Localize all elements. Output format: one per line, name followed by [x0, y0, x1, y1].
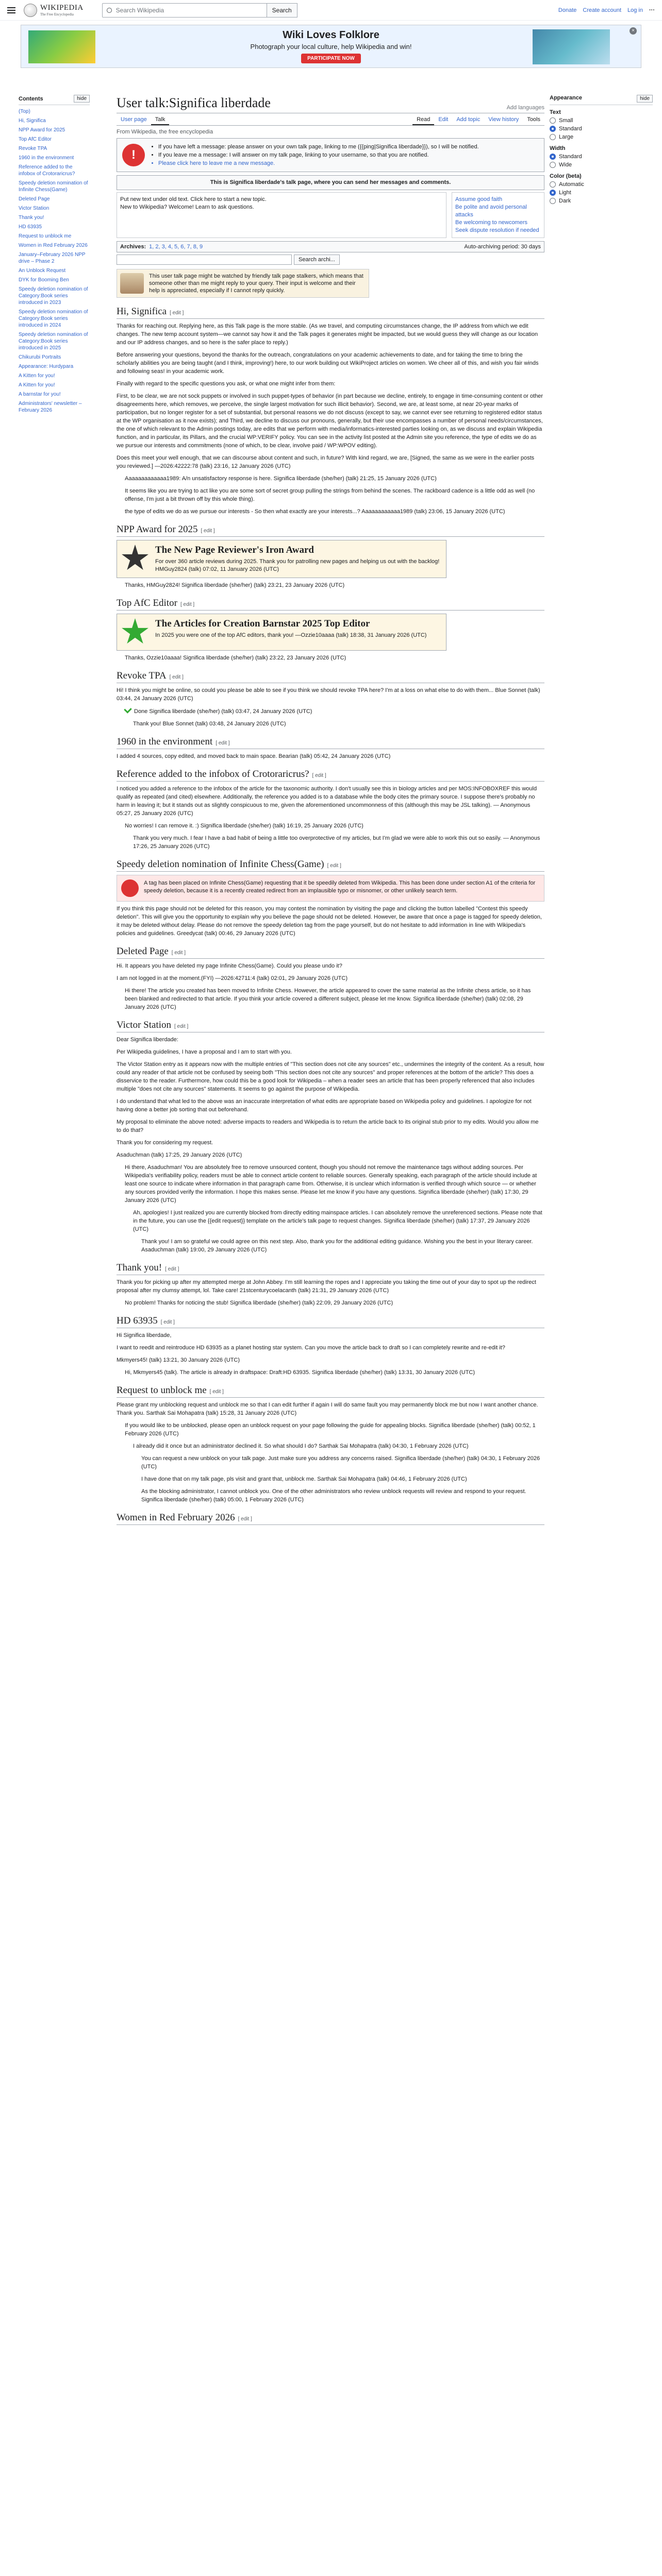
edit-section-link[interactable]: [ edit ] [169, 674, 184, 680]
reply-comment: I already did it once but an administrator declined it. So what should I do? Sarthak Sai Mohapatra (talk) 04:30, 1 February 2026 (UTC) [133, 1443, 469, 1449]
section-heading: Reference added to the infobox of Crotoraricrus? [ edit ] [117, 769, 544, 782]
guidelines-right [452, 192, 544, 238]
guideline-item[interactable]: Assume good faith [455, 196, 503, 202]
toc-item[interactable]: Chikurubi Portraits [19, 354, 61, 360]
archive-links[interactable]: 1, 2, 3, 4, 5, 6, 7, 8, 9 [149, 244, 203, 250]
banner-subtitle: Photograph your local culture, help Wikipedia and win! [250, 43, 412, 50]
page-title-bar [117, 95, 544, 113]
tab-tools[interactable]: Tools [527, 116, 540, 123]
toc-item[interactable]: DYK for Booming Ben [19, 277, 69, 283]
archive-search-input[interactable] [117, 255, 292, 265]
section-heading: Victor Station [ edit ] [117, 1020, 544, 1032]
reply-comment: Ah, apologies! I just realized you are currently blocked from directly editing mainspace articles. I can absolutely remove the unreferenced sections. Please note that in the future, you can use the {{edit request}} template on the article's talk page to request changes. Significa liberdade (she/her) (talk) 17:37, 29 January 2026 (UTC) [133, 1210, 542, 1232]
width-wide-option[interactable]: Wide [550, 162, 653, 168]
comment-text: I want to reedit and reintroduce HD 63935 as a planet hosting star system. Can you move the article back to draft so I can completely rewrite and re-edit it? [117, 1345, 505, 1351]
comment-text: Thanks for reaching out. Replying here, as this Talk page is the more stable. (As we travel, and computing circumstances change, the IP address from which we edit changes. The new temp account system—we cannot say how it and the Talk pages it generates might be impacted, but we would guess they will change as our location and our IP address changes, and so here is the safer place to reply.) [117, 323, 538, 346]
reply-comment: No problem! Thanks for noticing the stub! Significa liberdade (she/her) (talk) 22:09, 29 January 2026 (UTC) [125, 1300, 393, 1306]
comment-text: Hi. It appears you have deleted my page Infinite Chess(Game). Could you please undo it? [117, 963, 342, 969]
award-title: The New Page Reviewer's Iron Award [155, 545, 314, 555]
notice-box [117, 138, 544, 172]
reply-comment: Done Significa liberdade (she/her) (talk) 03:47, 24 January 2026 (UTC) [125, 707, 544, 716]
text-size-label: Text [550, 109, 561, 115]
toc-item[interactable]: An Unblock Request [19, 268, 66, 274]
guidelines [117, 192, 544, 238]
toc-item[interactable]: Request to unblock me [19, 233, 72, 239]
toc-item[interactable]: Speedy deletion nomination of Category:Book series introduced in 2025 [19, 332, 88, 351]
reply-comment: No worries! I can remove it. :) Significa liberdade (she/her) (talk) 16:19, 25 January 2026 (UTC) [125, 823, 363, 829]
toc-item[interactable]: Appearance: Hurdypara [19, 364, 74, 369]
edit-section-link[interactable]: [ edit ] [180, 602, 195, 607]
binoculars-icon [120, 273, 144, 294]
archive-search [117, 255, 544, 265]
guidelines-left [117, 192, 446, 238]
section-heading: NPP Award for 2025 [ edit ] [117, 524, 544, 537]
site-name: WIKIPEDIA [40, 4, 84, 12]
auto-archive-note: Auto-archiving period: 30 days [464, 244, 541, 250]
main-menu-icon[interactable] [7, 5, 19, 16]
reply-comment: Aaaaaaaaaaaaa1989: A/n unsatisfactory response is here. Significa liberdade (she/her) (talk) 21:25, 15 January 2026 (UTC) [125, 476, 437, 482]
edit-section-link[interactable]: [ edit ] [160, 1319, 175, 1325]
welcome-text: This is Significa liberdade's talk page, where you can send her messages and comments. [210, 179, 451, 185]
guideline-item[interactable]: Seek dispute resolution if needed [455, 227, 539, 233]
edit-section-link[interactable]: [ edit ] [209, 1389, 224, 1395]
toc-item[interactable]: Hi, Significa [19, 118, 46, 124]
section-heading: Top AfC Editor [ edit ] [117, 598, 544, 611]
comment-text: First, to be clear, we are not sock puppets or involved in such puppet-types of behavior (in part because we decline, entirely, to engage in time-consuming content or other disagreements here, which removes, we perceive, the single largest motivation for such illicit behavior). Second, we are, at least some, at near 20-year marks of participation, but no longer register for a set of substantial, but personal reasons we do not discuss (except to say, we cannot ever see returning to registered editor status at the WP organisation as it now exists); and Third, we decline to discuss our pronouns, generally, but their use encompasses a number of personal needs/circumstances, the one of which relevant to the Admin postings today, are edits that we perform with media/informatics-interested parties looking on, as we discuss and explain Wikipedia function, and in particular, its Pillars, and the crucial WP:VERIFY policy. You can see in the activity list posted at the Admin site you reference, the type of edits we do as we pursue our interests and commitments (none of which, to be clear, involve paid / WP:WPOV editing). [117, 393, 543, 449]
more-options-icon[interactable]: ··· [649, 7, 655, 13]
search-input[interactable]: Search Wikipedia [102, 3, 267, 18]
watchers-text: This user talk page might be watched by friendly talk page stalkers, which means that someone other than me might reply to your query. Their input is welcome and their help is appreciated, especially if I cannot reply quickly. [149, 273, 363, 294]
toc-item[interactable]: Administrators' newsletter – February 2026 [19, 401, 82, 413]
comment-text: Does this meet your well enough, that we can discourse about content and such, in future? With kind regard, we are, [Signed, the same as we were in the earlier posts you reviewed.] —2026:42222:78 (talk) 23:16, 12 January 2026 (UTC) [117, 455, 535, 469]
reply-comment: As the blocking administrator, I cannot unblock you. One of the other administrators who review unblock requests will review and respond to your request. Significa liberdade (she/her) (talk) 05:00, 1 February 2026 (UTC) [141, 1488, 526, 1503]
search-button[interactable]: Search [267, 3, 297, 18]
color-label: Color (beta) [550, 173, 582, 179]
page-tabs [117, 114, 544, 126]
comment-text: Thank you for considering my request. [117, 1140, 213, 1146]
reply-comment: Thank you very much. I fear I have a bad habit of being a little too overprotective of my articles, but I'm glad we were able to work this out so easily. — Anonymous 17:26, 25 January 2026 (UTC) [133, 835, 540, 850]
width-standard-option[interactable]: Standard [550, 154, 653, 160]
toc-item[interactable]: Speedy deletion nomination of Category:Book series introduced in 2024 [19, 309, 88, 328]
speedy-deletion-notice [117, 875, 544, 902]
globe-icon [24, 4, 37, 17]
toc-item[interactable]: Thank you! [19, 215, 44, 221]
reply-comment: Hi there! The article you created has been moved to Infinite Chess. However, the article appeared to cover the same material as the Infinite chess article, so it has been blanked and redirected to that article. If you think your article covered a different subject, please let me know. Significa liberdade (she/her) (talk) 02:08, 29 January 2026 (UTC) [125, 988, 531, 1010]
toc-item[interactable]: Speedy deletion nomination of Category:Book series introduced in 2023 [19, 286, 88, 306]
from-line: From Wikipedia, the free encyclopedia [117, 129, 213, 135]
award-text: In 2025 you were one of the top AfC editors, thank you! —Ozzie10aaaa (talk) 18:38, 31 January 2026 (UTC) [155, 632, 427, 638]
search-icon [107, 8, 112, 13]
add-languages-button[interactable]: Add languages [506, 105, 544, 111]
comment-text: I noticed you added a reference to the infobox of the article for the taxonomic authority. I don't usually see this in biology articles and per MOS:INFOBOXREF this would qualify as repeated (and cited) elsewhere. Additionally, the reference you added is to a database while the body cites the primary source. I suppose there's probably no harm in leaving it; but it stands out as slightly conspicuous to me, given the aforementioned uncommonness of this (although this may be JSL talking). — Anonymous 05:27, 25 January 2026 (UTC) [117, 786, 537, 817]
deletion-icon [121, 879, 139, 897]
color-light-option[interactable]: Light [550, 190, 653, 196]
edit-section-link[interactable]: [ edit ] [165, 1266, 179, 1272]
login-link[interactable]: Log in [627, 7, 643, 13]
reply-comment: Hi there, Asaduchman! You are absolutely free to remove unsourced content, though you should not remove the maintenance tags without adding sources. Per Wikipedia's verifiability policy, readers must be able to connect article content to reliable sources. Generally speaking, each paragraph of the article should include at least one source to indicate where information in that paragraph came from. Otherwise, it is unclear which information is verified through which source — or whether any sources provided verify the information. I hope this makes sense. Please let me know if you have any questions. Significa liberdade (she/her) (talk) 17:30, 29 January 2026 (UTC) [125, 1164, 537, 1204]
reply-comment: It seems like you are trying to act like you are some sort of secret group pulling the strings from behind the scenes. The rackboard cadence is a little odd as well (no offense, I'm just a bit thrown off by this whole thing). [125, 488, 535, 502]
toc-item[interactable]: A Kitten for you! [19, 382, 55, 388]
toc-item[interactable]: Women in Red February 2026 [19, 243, 88, 248]
appearance-hide-button[interactable]: hide [637, 95, 653, 103]
section-heading: Deleted Page [ edit ] [117, 946, 544, 959]
section-heading: Revoke TPA [ edit ] [117, 670, 544, 683]
reply-comment: Thanks, HMGuy2824! Significa liberdade (she/her) (talk) 23:21, 23 January 2026 (UTC) [125, 582, 345, 588]
section-heading: HD 63935 [ edit ] [117, 1315, 544, 1328]
edit-section-link[interactable]: [ edit ] [174, 1024, 189, 1029]
comment-text: My proposal to eliminate the above noted: adverse impacts to readers and Wikipedia is to return the article back to its original stub prior to my edits. Would you allow me to do that? [117, 1119, 539, 1133]
banner-title: Wiki Loves Folklore [283, 29, 379, 41]
toc-hide-button[interactable]: hide [74, 95, 90, 103]
comment-text: Asaduchman (talk) 17:25, 29 January 2026 (UTC) [117, 1152, 242, 1158]
banner-image-right [533, 29, 610, 64]
toc-title: Contents [19, 95, 43, 102]
reply-comment: You can request a new unblock on your talk page. Just make sure you address any concerns raised. Significa liberdade (she/her) (talk) 04:30, 1 February 2026 (UTC) [141, 1455, 540, 1470]
tab-user-page[interactable]: User page [121, 116, 147, 123]
campaign-banner [21, 25, 641, 68]
tab-add-topic[interactable]: Add topic [456, 116, 481, 123]
edit-section-link[interactable]: [ edit ] [201, 528, 215, 534]
tab-edit[interactable]: Edit [438, 116, 449, 123]
notice-item: • If you leave me a message: I will answer on my talk page, linking to your username, so that you are notified. [158, 151, 479, 159]
toc-item[interactable]: Top AfC Editor [19, 137, 52, 142]
text-small-option[interactable]: Small [550, 117, 653, 124]
reply-comment: If you would like to be unblocked, please open an unblock request on your page following the guide for appealing blocks. Significa liberdade (she/her) (talk) 00:52, 1 February 2026 (UTC) [125, 1422, 536, 1437]
color-automatic-option[interactable]: Automatic [550, 181, 653, 188]
edit-section-link[interactable]: [ edit ] [216, 740, 230, 746]
toc-item[interactable]: Revoke TPA [19, 146, 47, 151]
comment-text: Dear Significa liberdade: [117, 1037, 178, 1043]
comment-text: Before answering your questions, beyond the thanks for the outreach, congratulations on your academic achievements to date, and for taking the time to bring the scholarly abilities you are being taught (and I think, improving!) here, to our work building out WikiProject articles on women. We cheer all of this, and wish you fair winds and following seas! in your academic work. [117, 352, 539, 375]
toc-item[interactable]: A Kitten for you! [19, 373, 55, 379]
comment-text: Please grant my unblocking request and unblock me so that I can edit further if again I will do same fault you may permanently block me but now I want another chance. Thank you. Sarthak Sai Mohapatra (talk) 15:28, 31 January 2026 (UTC) [117, 1402, 538, 1416]
notice-item: • If you have left a message: please answer on your own talk page, linking to me ({{ping|Significa liberdade}}), so I will be notified. [158, 143, 479, 151]
award-text: For over 360 article reviews during 2025. Thank you for patrolling new pages and helping us out with the backlog! HMGuy2824 (talk) 07:02, 11 January 2026 (UTC) [155, 558, 440, 572]
reply-comment: Thank you! Blue Sonnet (talk) 03:48, 24 January 2026 (UTC) [133, 721, 286, 727]
edit-section-link[interactable]: [ edit ] [312, 773, 326, 778]
reply-comment: Mkmyers45! (talk) 13:21, 30 January 2026 (UTC) [117, 1357, 240, 1363]
close-icon[interactable]: × [630, 27, 637, 35]
reply-comment: Thanks, Ozzie10aaaa! Significa liberdade (she/her) (talk) 23:22, 23 January 2026 (UTC) [125, 655, 346, 661]
color-dark-option[interactable]: Dark [550, 198, 653, 204]
edit-section-link[interactable]: [ edit ] [238, 1516, 252, 1522]
toc-item[interactable]: HD 63935 [19, 224, 42, 230]
section-heading: Request to unblock me [ edit ] [117, 1385, 544, 1398]
deletion-text: A tag has been placed on Infinite Chess(Game) requesting that it be speedily deleted from Wikipedia. This has been done under section A1 of the criteria for speedy deletion, because it is a recently created redirect from an implausible typo or misnomer, or other unlikely search term. [144, 880, 536, 894]
tab-view-history[interactable]: View history [488, 116, 519, 123]
site-header [0, 0, 662, 21]
donate-link[interactable]: Donate [558, 7, 577, 13]
archive-search-button[interactable]: Search archi... [294, 255, 340, 265]
participate-button[interactable]: PARTICIPATE NOW [301, 54, 361, 63]
comment-text: Thank you for picking up after my attempted merge at John Abbey. I'm still learning the ropes and I appreciate you taking the time out of your day to spot up the redirect proposal after my clumsy attempt, lol. Take care! 21stcenturycoelacanth (talk) 21:31, 29 January 2026 (UTC) [117, 1279, 536, 1294]
comment-text: If you think this page should not be deleted for this reason, you may contest the nomination by visiting the page and clicking the button labelled "Contest this speedy deletion". This will give you the opportunity to explain why you believe the page should not be deleted. However, be aware that once a page is tagged for speedy deletion, it may be deleted without delay. Please do not remove the speedy deletion tag from the page yourself, but do not hesitate to add information in line with Wikipedia's policies and guidelines. Greedycat (talk) 00:46, 29 January 2026 (UTC) [117, 906, 542, 937]
user-links [558, 7, 655, 13]
text-standard-option[interactable]: Standard [550, 126, 653, 132]
barnstar-award [117, 540, 446, 578]
create-account-link[interactable]: Create account [583, 7, 622, 13]
welcome-box [117, 175, 544, 190]
comment-text: Finally with regard to the specific questions you ask, or what one might infer from them: [117, 381, 336, 387]
text-large-option[interactable]: Large [550, 134, 653, 140]
toc-item[interactable]: Reference added to the infobox of Crotoraricrus? [19, 164, 75, 177]
comment-text: Hi Significa liberdade, [117, 1332, 172, 1338]
banner-image-left [28, 30, 95, 63]
guideline-item[interactable]: Be polite and avoid personal attacks [455, 204, 527, 218]
toc-item[interactable]: Speedy deletion nomination of Infinite Chess(Game) [19, 180, 88, 193]
talk-threads [117, 306, 544, 1525]
checkmark-icon [124, 705, 132, 714]
guideline-item[interactable]: Put new text under old text. Click here to start a new topic. [120, 196, 267, 202]
page-content [117, 138, 544, 1528]
archives-label: Archives: [120, 244, 146, 250]
archives-bar [117, 241, 544, 252]
toc-item[interactable]: A barnstar for you! [19, 392, 61, 397]
reply-comment: Hi, Mkmyers45 (talk). The article is already in draftspace: Draft:HD 63935. Significa liberdade (she/her) (talk) 13:31, 30 January 2026 (UTC) [125, 1369, 475, 1376]
reply-comment: Thank you! I am so grateful we could agree on this next step. Also, thank you for the additional editing guidance. Wishing you the best in your literary career. Asaduchman (talk) 19:00, 29 January 2026 (UTC) [141, 1239, 533, 1253]
toc-item[interactable]: (Top) [19, 109, 30, 114]
barnstar-award [117, 614, 446, 651]
appearance-panel [550, 95, 653, 209]
reply-comment: I have done that on my talk page, pls visit and grant that, unblock me. Sarthak Sai Mohapatra (talk) 04:46, 1 February 2026 (UTC) [141, 1476, 467, 1482]
tab-read[interactable]: Read [412, 114, 434, 125]
page-title: User talk:Significa liberdade [117, 95, 271, 110]
edit-section-link[interactable]: [ edit ] [171, 950, 186, 956]
comment-text: Per Wikipedia guidelines, I have a proposal and I am to start with you. [117, 1049, 292, 1055]
site-tagline: The Free Encyclopedia [40, 12, 74, 16]
section-heading: Women in Red February 2026 [ edit ] [117, 1512, 544, 1525]
comment-text: The Victor Station entry as it appears now with the multiple entries of "This section does not cite any sources" etc., undermines the integrity of the content. As a result, how could any reader of that article not be confused by seeing both "This section does not cite any sources" and proper references at the bottom of the article? This does a disservice to the reader. Furthermore, how could this be a good look for Wikipedia – when a reader sees an article that has been properly referenced that also includes multiple "does not cite any sources" statements. It seems to go against the purpose of Wikipedia. [117, 1061, 544, 1092]
edit-section-link[interactable]: [ edit ] [170, 310, 184, 316]
toc-item[interactable]: January–February 2026 NPP drive – Phase 2 [19, 252, 86, 264]
comment-text: I do understand that what led to the above was an inaccurate interpretation of what edits are appropriate based on Wikipedia policy and guidelines. I apologize for not having done a better job sorting that out beforehand. [117, 1098, 532, 1113]
section-heading: Thank you! [ edit ] [117, 1262, 544, 1275]
section-heading: Speedy deletion nomination of Infinite Chess(Game) [ edit ] [117, 859, 544, 872]
appearance-title: Appearance [550, 95, 582, 101]
comment-text: Hi! I think you might be online, so could you please be able to see if you think we should revoke TPA here? I'm at a loss on what else to do with them... Blue Sonnet (talk) 03:44, 24 January 2026 (UTC) [117, 687, 540, 702]
table-of-contents [19, 95, 90, 416]
guideline-item[interactable]: Be welcoming to newcomers [455, 219, 528, 226]
toc-item[interactable]: 1960 in the environment [19, 155, 74, 161]
width-label: Width [550, 145, 566, 151]
guideline-item[interactable]: New to Wikipedia? Welcome! Learn to ask questions. [120, 204, 254, 210]
edit-section-link[interactable]: [ edit ] [327, 863, 341, 869]
barnstar-icon [121, 545, 149, 572]
toc-item[interactable]: Deleted Page [19, 196, 50, 202]
toc-list [19, 108, 90, 414]
barnstar-icon [121, 618, 149, 646]
section-heading: 1960 in the environment [ edit ] [117, 736, 544, 749]
toc-item[interactable]: Victor Station [19, 206, 49, 211]
watchers-notice [117, 269, 369, 298]
award-title: The Articles for Creation Barnstar 2025 Top Editor [155, 618, 370, 629]
warning-icon: ! [122, 144, 145, 166]
comment-text: I am not logged in at the moment.(FYI) —2026:42711:4 (talk) 02:01, 29 January 2026 (UTC) [117, 975, 347, 981]
comment-text: I added 4 sources, copy edited, and moved back to main space. Bearian (talk) 05:42, 24 January 2026 (UTC) [117, 753, 391, 759]
leave-message-link[interactable]: • Please click here to leave me a new message. [158, 159, 479, 167]
reply-comment: the type of edits we do as we pursue our interests - So then what exactly are your interests...? Aaaaaaaaaaaa1989 (talk) 23:06, 15 January 2026 (UTC) [125, 509, 505, 515]
tab-talk[interactable]: Talk [151, 114, 170, 125]
wikipedia-logo[interactable] [24, 4, 84, 17]
toc-item[interactable]: NPP Award for 2025 [19, 127, 65, 133]
section-heading: Hi, Significa [ edit ] [117, 306, 544, 319]
